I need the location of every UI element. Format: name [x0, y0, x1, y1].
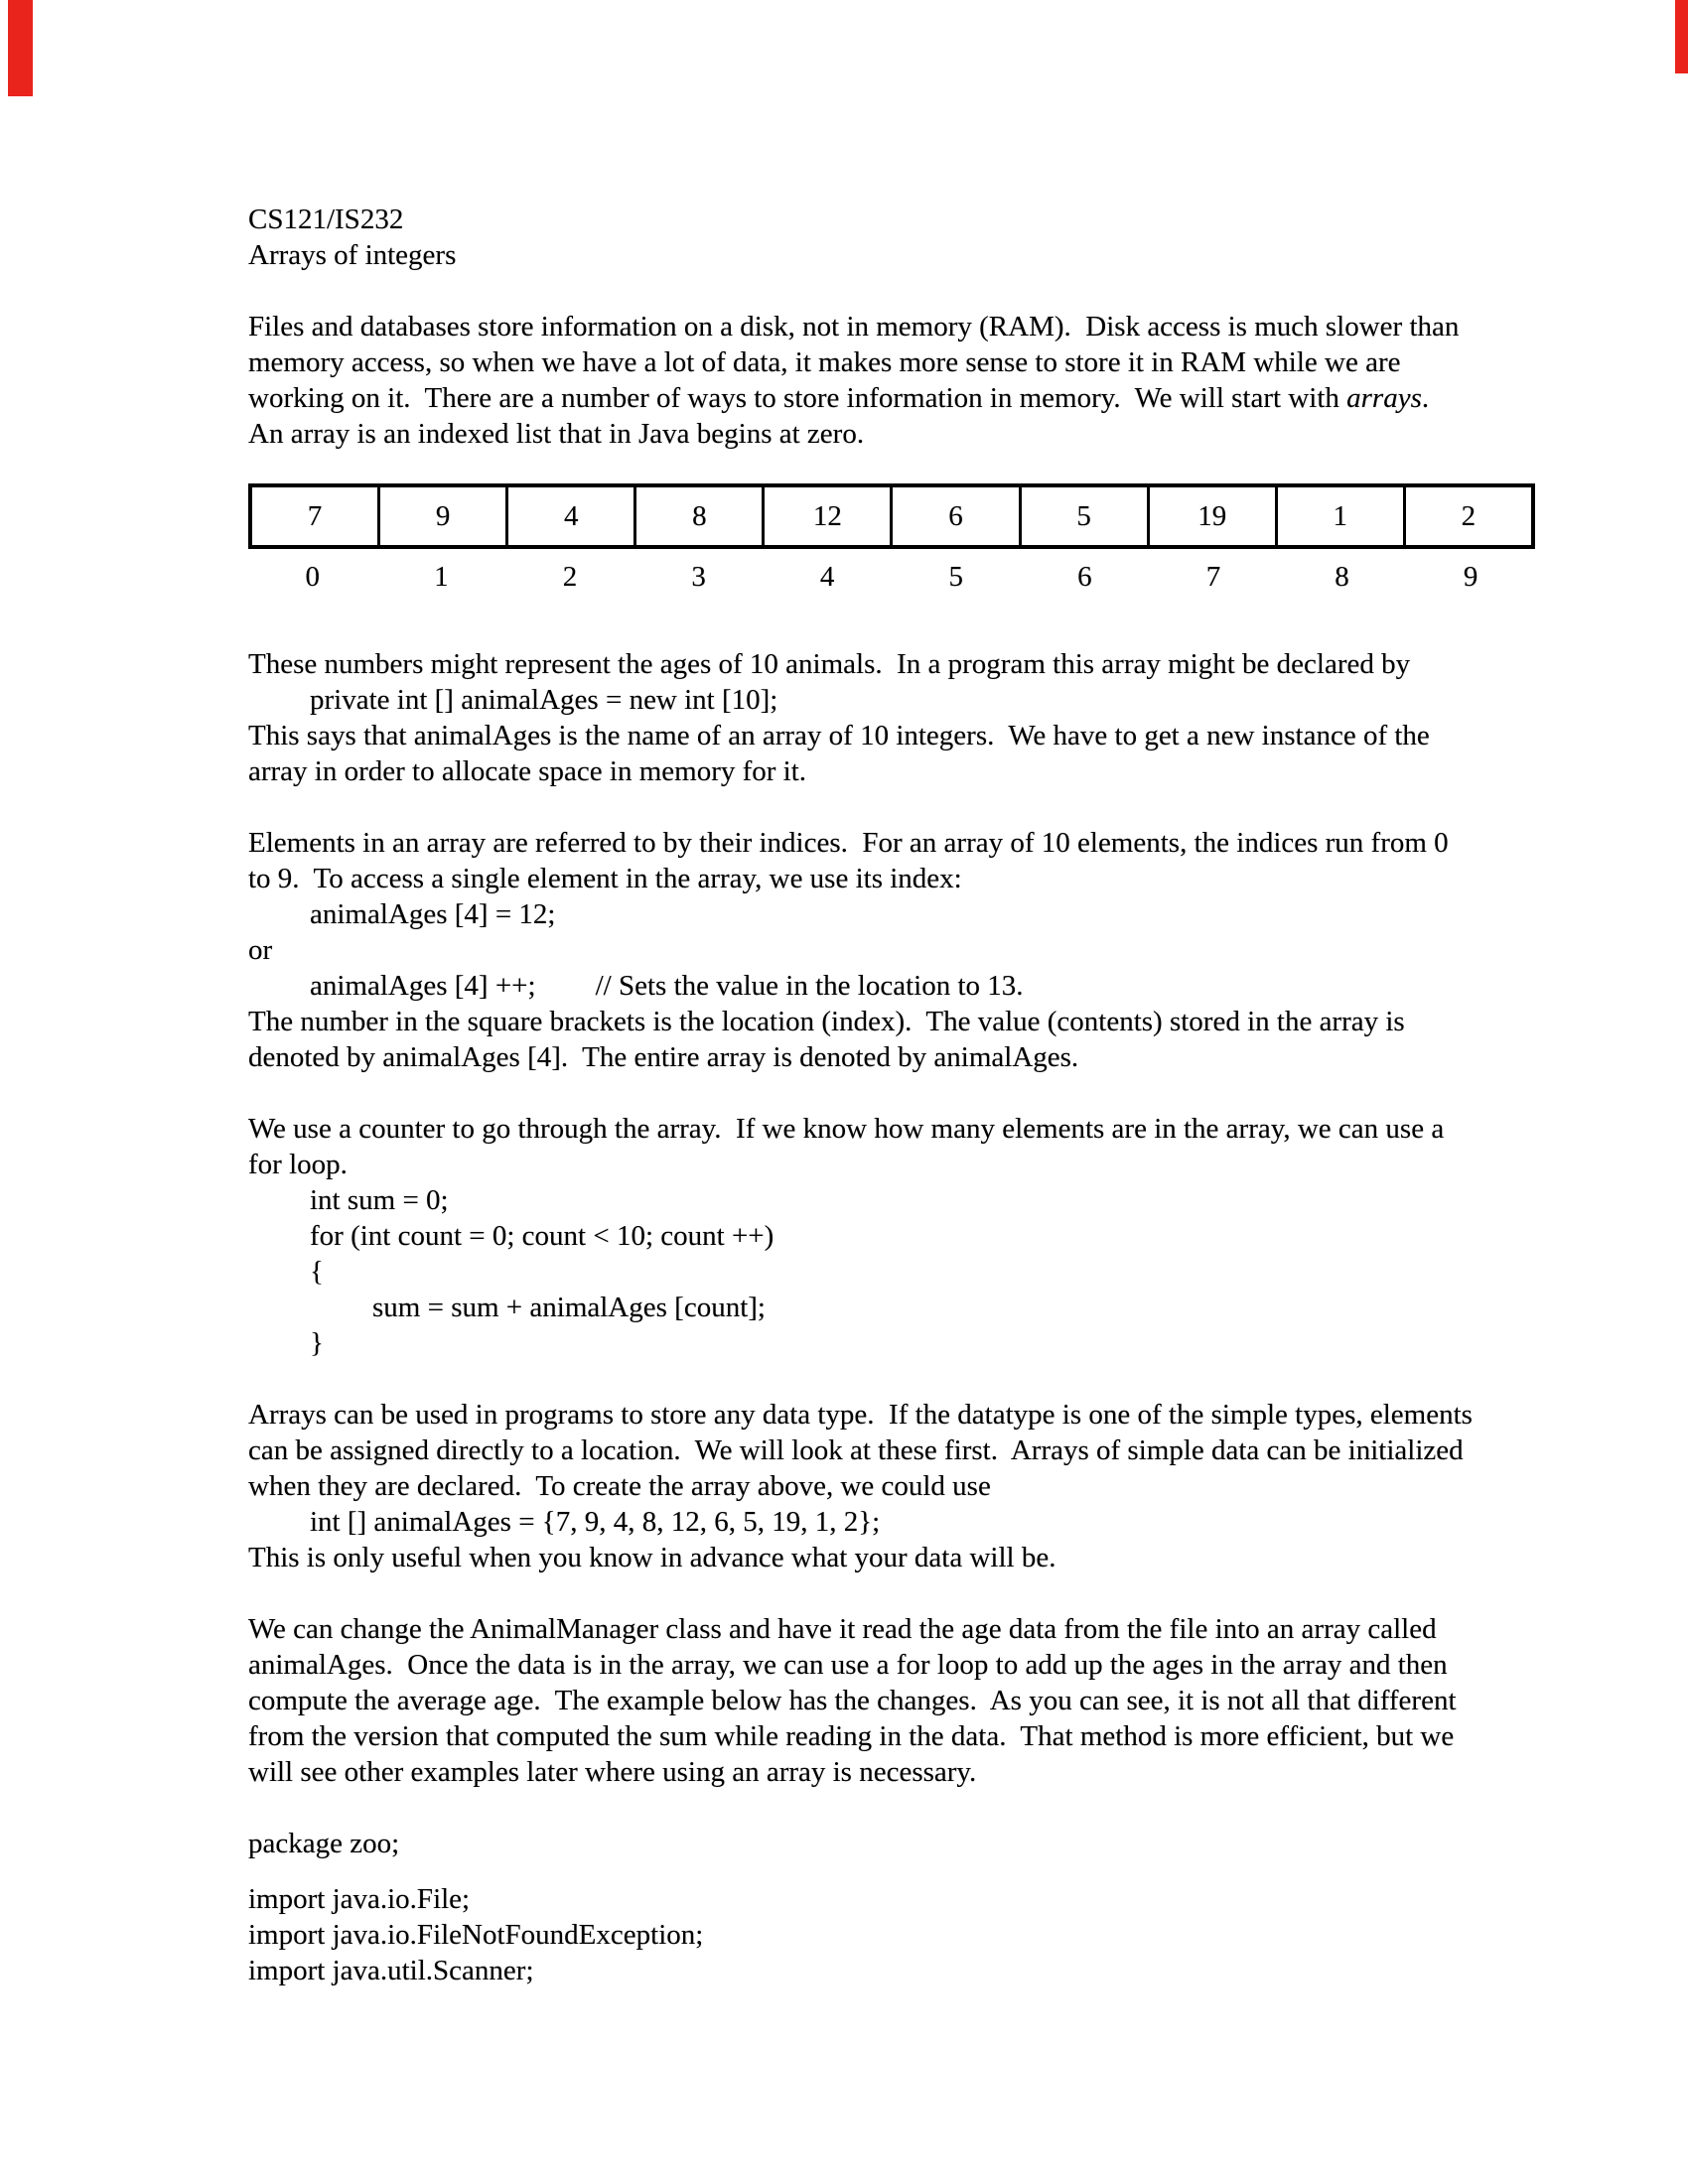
text-run: compute the average age. The example below has the changes. As you can see, it is not all that different — [248, 1685, 1457, 1716]
italic-text-run: arrays — [1346, 382, 1422, 414]
text-line — [248, 753, 1658, 789]
text-line — [248, 646, 1658, 682]
array-index-label: 3 — [691, 561, 706, 593]
array-index-label: 1 — [434, 561, 449, 593]
text-run: package zoo; — [248, 1828, 400, 1859]
text-line — [248, 825, 1658, 861]
text-run: when they are declared. To create the array above, we could use — [248, 1470, 991, 1502]
text-run: Files and databases store information on a disk, not in memory (RAM). Disk access is much slower than — [248, 311, 1460, 342]
imports-block — [248, 1881, 1658, 1988]
text-line — [248, 1004, 1658, 1039]
text-run: or — [248, 934, 273, 966]
text-run: This is only useful when you know in advance what your data will be. — [248, 1542, 1056, 1573]
text-line — [248, 682, 1658, 718]
text-run: These numbers might represent the ages of 10 animals. In a program this array might be declared by — [248, 648, 1411, 680]
indices-paragraph — [248, 825, 1658, 1075]
array-cell: 5 — [1019, 487, 1147, 545]
text-run: for loop. — [248, 1149, 348, 1180]
text-run: int sum = 0; — [310, 1184, 449, 1216]
array-cell: 8 — [633, 487, 762, 545]
counter-loop-paragraph — [248, 1111, 1658, 1361]
text-run: Arrays of integers — [248, 239, 457, 271]
array-index-label: 7 — [1205, 561, 1221, 593]
declaration-paragraph — [248, 646, 1658, 789]
array-cell: 1 — [1275, 487, 1403, 545]
text-line — [248, 1218, 1658, 1254]
scan-artifact-red-left — [8, 0, 33, 96]
text-line — [248, 1881, 1658, 1917]
text-run: for (int count = 0; count < 10; count ++) — [310, 1220, 774, 1252]
text-run: can be assigned directly to a location. We will look at these first. Arrays of simple data can be initialized — [248, 1434, 1464, 1466]
text-run: denoted by animalAges [4]. The entire array is denoted by animalAges. — [248, 1041, 1079, 1073]
text-run: from the version that computed the sum while reading in the data. That method is more efficient, but we — [248, 1720, 1455, 1752]
text-line — [248, 932, 1658, 968]
text-run: memory access, so when we have a lot of data, it makes more sense to store it in RAM while we are — [248, 346, 1401, 378]
text-line — [248, 1647, 1658, 1683]
array-cell: 2 — [1403, 487, 1531, 545]
array-index-label: 4 — [819, 561, 835, 593]
text-run: array in order to allocate space in memory for it. — [248, 755, 807, 787]
text-run: will see other examples later where using an array is necessary. — [248, 1756, 977, 1788]
text-line — [248, 896, 1658, 932]
text-run: import java.util.Scanner; — [248, 1955, 534, 1986]
text-run: CS121/IS232 — [248, 204, 404, 235]
text-line — [248, 1325, 1658, 1361]
text-line — [248, 1147, 1658, 1182]
text-run: We can change the AnimalManager class and have it read the age data from the file into an array called — [248, 1613, 1437, 1645]
text-line — [248, 1397, 1658, 1433]
text-line — [248, 202, 1658, 237]
array-cell: 12 — [762, 487, 890, 545]
text-run: { — [310, 1256, 324, 1288]
text-line — [248, 1540, 1658, 1575]
text-run: Elements in an array are referred to by their indices. For an array of 10 elements, the indices run from 0 — [248, 827, 1449, 859]
array-index-row — [248, 559, 1535, 595]
text-line — [248, 1433, 1658, 1468]
text-run: to 9. To access a single element in the array, we use its index: — [248, 863, 962, 894]
text-line — [248, 1917, 1658, 1953]
text-run: private int [] animalAges = new int [10]; — [310, 684, 778, 716]
array-index-label: 5 — [948, 561, 964, 593]
array-index-label: 6 — [1077, 561, 1092, 593]
text-run: We use a counter to go through the array. If we know how many elements are in the array, we can use a — [248, 1113, 1445, 1145]
text-run: The number in the square brackets is the location (index). The value (contents) stored in the array is — [248, 1006, 1405, 1037]
text-run: working on it. There are a number of ways to store information in memory. We will start with — [248, 382, 1347, 414]
text-line — [248, 1953, 1658, 1988]
array-cell: 7 — [307, 499, 323, 532]
text-line — [248, 1039, 1658, 1075]
text-line — [248, 1182, 1658, 1218]
array-index-label: 0 — [305, 561, 321, 593]
package-declaration — [248, 1826, 1658, 1861]
text-run: animalAges [4] = 12; — [310, 898, 556, 930]
text-line — [248, 1254, 1658, 1290]
text-run: sum = sum + animalAges [count]; — [372, 1292, 766, 1323]
array-index-label: 2 — [562, 561, 578, 593]
text-line — [248, 380, 1658, 416]
array-cell: 9 — [377, 487, 505, 545]
text-run: } — [310, 1327, 324, 1359]
text-line — [248, 1754, 1658, 1790]
text-run: animalAges [4] ++; — [310, 970, 536, 1002]
intro-paragraph — [248, 309, 1658, 452]
page-content — [248, 202, 1658, 1988]
array-cell: 4 — [505, 487, 633, 545]
course-header — [248, 202, 1658, 273]
text-run: import java.io.FileNotFoundException; — [248, 1919, 704, 1951]
text-run: An array is an indexed list that in Java begins at zero. — [248, 418, 865, 450]
text-line — [248, 1504, 1658, 1540]
text-run: This says that animalAges is the name of an array of 10 integers. We have to get a new instance of the — [248, 720, 1430, 751]
text-line — [248, 237, 1658, 273]
text-run: // Sets the value in the location to 13. — [595, 970, 1024, 1002]
text-line — [248, 861, 1658, 896]
text-run: animalAges. Once the data is in the array, we can use a for loop to add up the ages in the array and then — [248, 1649, 1448, 1681]
array-cell: 6 — [890, 487, 1018, 545]
datatypes-paragraph — [248, 1397, 1658, 1575]
text-line — [248, 1718, 1658, 1754]
array-index-label: 8 — [1335, 561, 1349, 593]
text-line — [248, 1683, 1658, 1718]
text-line — [248, 1611, 1658, 1647]
text-line — [248, 1826, 1658, 1861]
array-cell: 19 — [1147, 487, 1275, 545]
animal-manager-paragraph — [248, 1611, 1658, 1790]
array-index-label: 9 — [1463, 561, 1478, 593]
text-line — [248, 968, 1658, 1004]
text-run: . — [1421, 382, 1430, 414]
text-line — [248, 344, 1658, 380]
text-line — [248, 1468, 1658, 1504]
text-line — [248, 1111, 1658, 1147]
text-line — [248, 1290, 1658, 1325]
scan-artifact-red-right — [1675, 0, 1688, 73]
text-run: Arrays can be used in programs to store any data type. If the datatype is one of the simple types, elements — [248, 1399, 1473, 1431]
text-line — [248, 416, 1658, 452]
text-line — [248, 309, 1658, 344]
text-run: int [] animalAges = {7, 9, 4, 8, 12, 6, 5, 19, 1, 2}; — [310, 1506, 881, 1538]
array-values-table — [248, 483, 1535, 549]
text-run: import java.io.File; — [248, 1883, 471, 1915]
text-line — [248, 718, 1658, 753]
